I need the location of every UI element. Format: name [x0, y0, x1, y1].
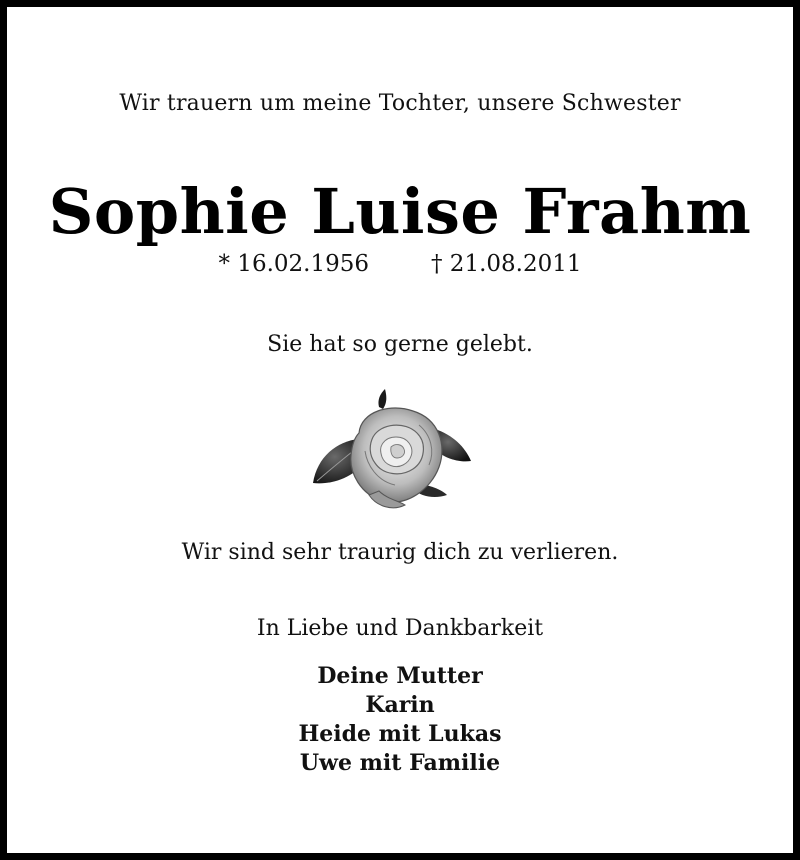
- intro-text: Wir trauern um meine Tochter, unsere Schwester: [119, 91, 681, 116]
- closing-text: Wir sind sehr traurig dich zu verlieren.: [181, 540, 619, 565]
- deceased-name: Sophie Luise Frahm: [48, 175, 752, 248]
- signer-line: Deine Mutter: [317, 663, 483, 689]
- signer-line: Heide mit Lukas: [298, 721, 502, 747]
- signer-line: Karin: [365, 692, 435, 718]
- birth-date: * 16.02.1956: [218, 251, 369, 277]
- rose-icon: [307, 385, 477, 515]
- memorial-quote: Sie hat so gerne gelebt.: [267, 332, 533, 357]
- signer-line: Uwe mit Familie: [299, 750, 501, 776]
- love-gratitude-line: In Liebe und Dankbarkeit: [256, 616, 544, 641]
- death-date: † 21.08.2011: [431, 251, 582, 277]
- life-dates: [7, 251, 793, 277]
- signers-list: [7, 662, 793, 778]
